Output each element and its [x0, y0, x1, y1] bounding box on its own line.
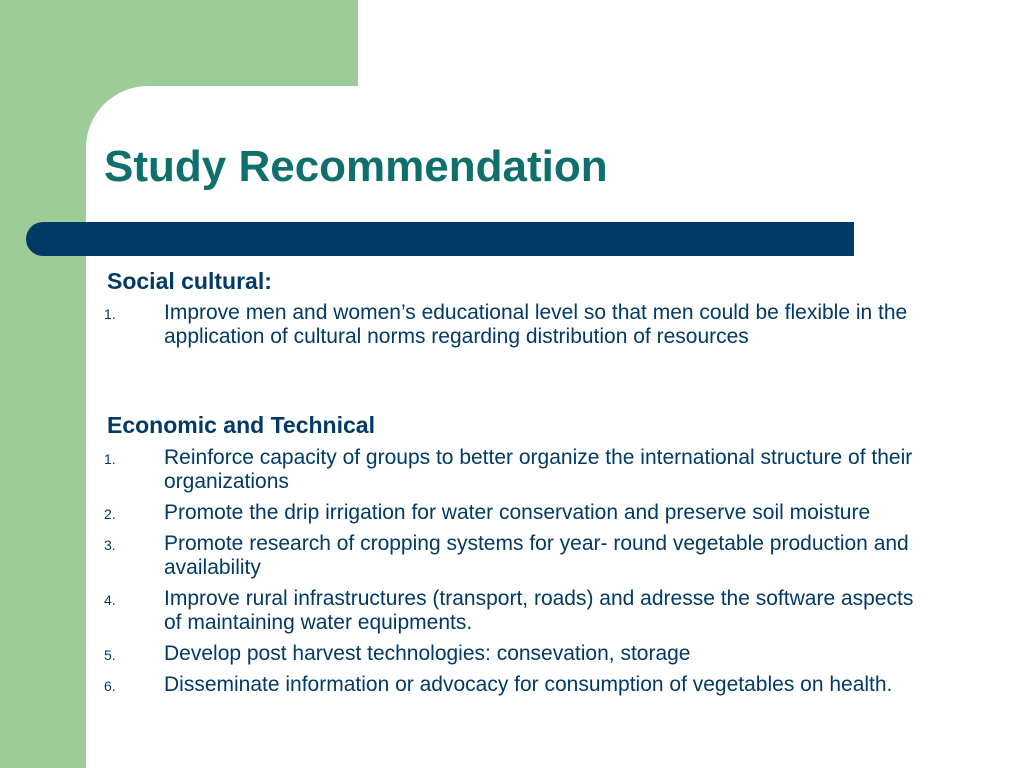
list-item-number: 5.: [104, 647, 116, 663]
list-item-number: 1.: [104, 306, 116, 322]
list-item-number: 6.: [104, 678, 116, 694]
title-underline-bar: [26, 222, 854, 256]
list-item-number: 2.: [104, 506, 116, 522]
list-item-number: 1.: [104, 451, 116, 467]
list-item-number: 4.: [104, 592, 116, 608]
list-item-text: Promote research of cropping systems for year- round vegetable production and availability: [164, 532, 909, 579]
section-heading-social-cultural: Social cultural:: [107, 268, 272, 294]
section-heading-economic-technical: Economic and Technical: [107, 412, 375, 438]
list-item-text: Develop post harvest technologies: consevation, storage: [164, 642, 691, 665]
list-item-text: Improve rural infrastructures (transport, roads) and adresse the software aspects of maintaining water equipments.: [164, 587, 914, 634]
list-item-text: Disseminate information or advocacy for consumption of vegetables on health.: [164, 673, 893, 696]
list-item-text: Improve men and women’s educational level so that men could be flexible in the application of cultural norms regarding distribution of resources: [164, 301, 908, 348]
list-item-text: Reinforce capacity of groups to better organize the international structure of their organizations: [164, 446, 913, 493]
list-item-text: Promote the drip irrigation for water conservation and preserve soil moisture: [164, 501, 871, 524]
slide-title: Study Recommendation: [104, 142, 608, 191]
list-item-number: 3.: [104, 537, 116, 553]
